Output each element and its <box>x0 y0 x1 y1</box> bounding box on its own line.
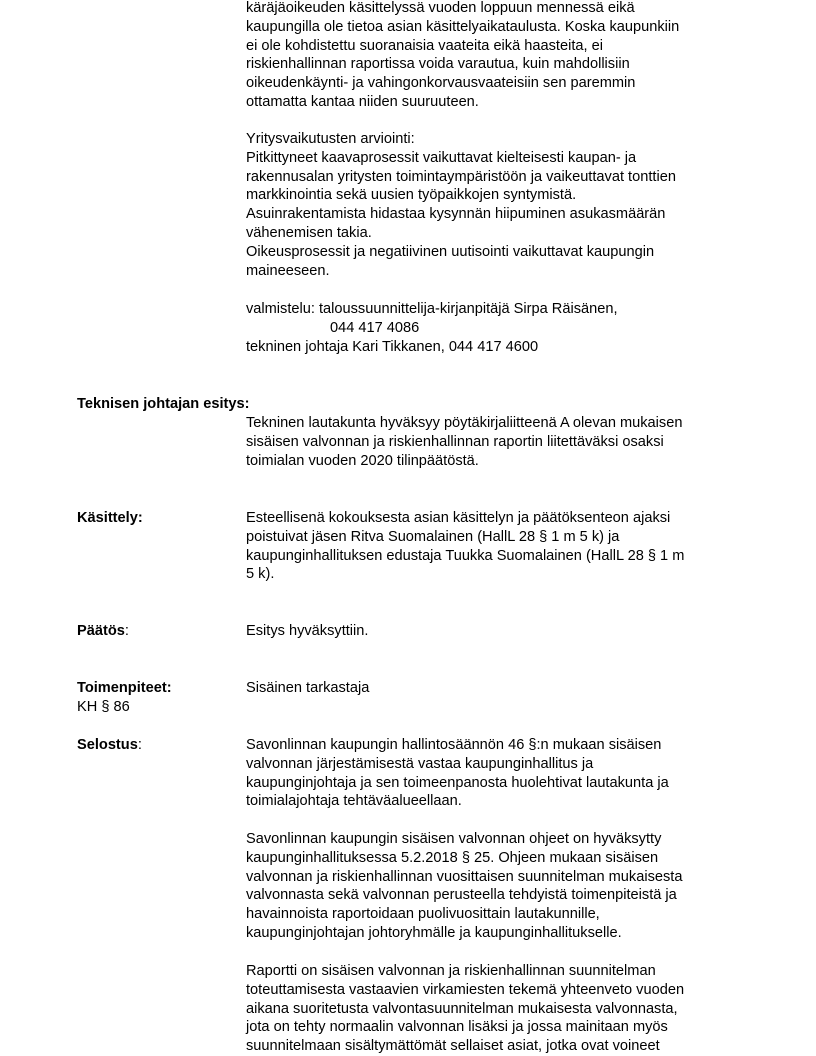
text-line: toimialajohtaja tehtäväalueellaan. <box>246 793 462 810</box>
actions-reference: KH § 86 <box>77 699 130 715</box>
text-line: vähenemisen takia. <box>246 224 372 241</box>
explanation-label-text: Selostus <box>77 737 138 753</box>
decision-label-colon: : <box>124 623 129 639</box>
preparer-phone: 044 417 4086 <box>330 319 420 336</box>
text-line: Esteellisenä kokouksesta asian käsittelyn ja päätöksenteon ajaksi <box>246 510 671 526</box>
text-line: valvonnan ja riskienhallinnan vuosittaisen suunnitelman mukaisesta <box>246 868 683 885</box>
text-line: valvonnan järjestämisestä vastaa kaupunginhallitus ja <box>246 755 594 772</box>
text-line: maineeseen. <box>246 262 330 279</box>
text-line: riskienhallinnan raportissa voida varautua, kuin mahdollisiin <box>246 56 630 73</box>
proposal-text <box>246 414 746 470</box>
preparer-info <box>246 300 746 356</box>
text-line: poistuivat jäsen Ritva Suomalainen (HallL 28 § 1 m 5 k) ja <box>246 528 620 545</box>
text-line: 5 k). <box>246 566 275 583</box>
text-line: kaupunginhallituksessa 5.2.2018 § 25. Ohjeen mukaan sisäisen <box>246 849 659 866</box>
text-line: havainnoista raportoidaan puolivuosittain lautakunnille, <box>246 906 600 923</box>
text-line: markkinointia sekä uusien työpaikkojen syntymistä. <box>246 187 577 204</box>
explanation-paragraph-2 <box>246 830 746 943</box>
text-line: Yritysvaikutusten arviointi: <box>246 131 415 147</box>
business-impact-paragraph <box>246 130 746 280</box>
explanation-paragraph-1 <box>246 736 746 811</box>
text-line: Raportti on sisäisen valvonnan ja riskienhallinnan suunnitelman <box>246 963 656 979</box>
text-line: ottamatta kantaa niiden suuruuteen. <box>246 93 479 110</box>
text-line: Asuinrakentamista hidastaa kysynnän hiipuminen asukasmäärän <box>246 206 666 223</box>
decision-label-text: Päätös <box>77 623 125 639</box>
text-line: Tekninen lautakunta hyväksyy pöytäkirjaliitteenä A olevan mukaisen <box>246 415 683 431</box>
text-line: oikeudenkäynti- ja vahingonkorvausvaateisiin sen paremmin <box>246 75 636 92</box>
decision-label <box>77 622 129 641</box>
text-line: kaupungilla ole tietoa asian käsittelyaikataulusta. Koska kaupunkiin <box>246 18 680 35</box>
text-line: kaupunginjohtajan johtoryhmälle ja kaupunginhallitukselle. <box>246 924 622 941</box>
text-line: Pitkittyneet kaavaprosessit vaikuttavat kielteisesti kaupan- ja <box>246 149 637 166</box>
text-line: Oikeusprosessit ja negatiivinen uutisointi vaikuttavat kaupungin <box>246 243 655 260</box>
text-line: toimialan vuoden 2020 tilinpäätöstä. <box>246 452 479 469</box>
text-line: toteuttamisesta vastaavien virkamiesten tekemä yhteenveto vuoden <box>246 981 685 998</box>
intro-paragraph-1 <box>246 0 746 112</box>
text-line: suunnitelmaan sisältymättömät sellaiset asiat, jotka ovat voineet <box>246 1038 660 1055</box>
explanation-paragraph-3 <box>246 962 746 1056</box>
explanation-label <box>77 736 142 755</box>
text-line: jota on tehty normaalin valvonnan lisäksi ja jossa mainitaan myös <box>246 1019 668 1036</box>
text-line: valvonnasta sekä valvonnan perusteella tehdyistä toimenpiteistä ja <box>246 887 677 904</box>
text-line: kaupunginjohtaja ja sen toimeenpanosta huolehtivat lautakunta ja <box>246 774 669 791</box>
text-line: sisäisen valvonnan ja riskienhallinnan raportin liitettäväksi osaksi <box>246 433 664 450</box>
text-line: kaupunginhallituksen edustaja Tuukka Suomalainen (HallL 28 § 1 m <box>246 547 685 564</box>
text-line: Savonlinnan kaupungin hallintosäännön 46 §:n mukaan sisäisen <box>246 737 662 753</box>
handling-text <box>246 509 746 584</box>
handling-label: Käsittely: <box>77 510 143 526</box>
text-line: rakennusalan yritysten toimintaympäristöön ja vaikeuttavat tonttien <box>246 168 676 185</box>
text-line: Savonlinnan kaupungin sisäisen valvonnan ohjeet on hyväksytty <box>246 831 662 847</box>
proposal-label: Teknisen johtajan esitys: <box>77 396 250 412</box>
text-line: aikana suoritetusta valvontasuunnitelman mukaisesta valvonnasta, <box>246 1000 678 1017</box>
technical-director-line: tekninen johtaja Kari Tikkanen, 044 417 4600 <box>246 338 539 355</box>
actions-label: Toimenpiteet: <box>77 680 172 696</box>
explanation-label-colon: : <box>137 737 142 753</box>
text-line: käräjäoikeuden käsittelyssä vuoden loppuun mennessä eikä <box>246 0 635 16</box>
text-line: ei ole kohdistettu suoranaisia vaateita eikä haasteita, ei <box>246 37 603 54</box>
decision-text: Esitys hyväksyttiin. <box>246 623 369 639</box>
actions-text: Sisäinen tarkastaja <box>246 680 370 696</box>
preparer-line: valmistelu: taloussuunnittelija-kirjanpitäjä Sirpa Räisänen, <box>246 301 618 317</box>
